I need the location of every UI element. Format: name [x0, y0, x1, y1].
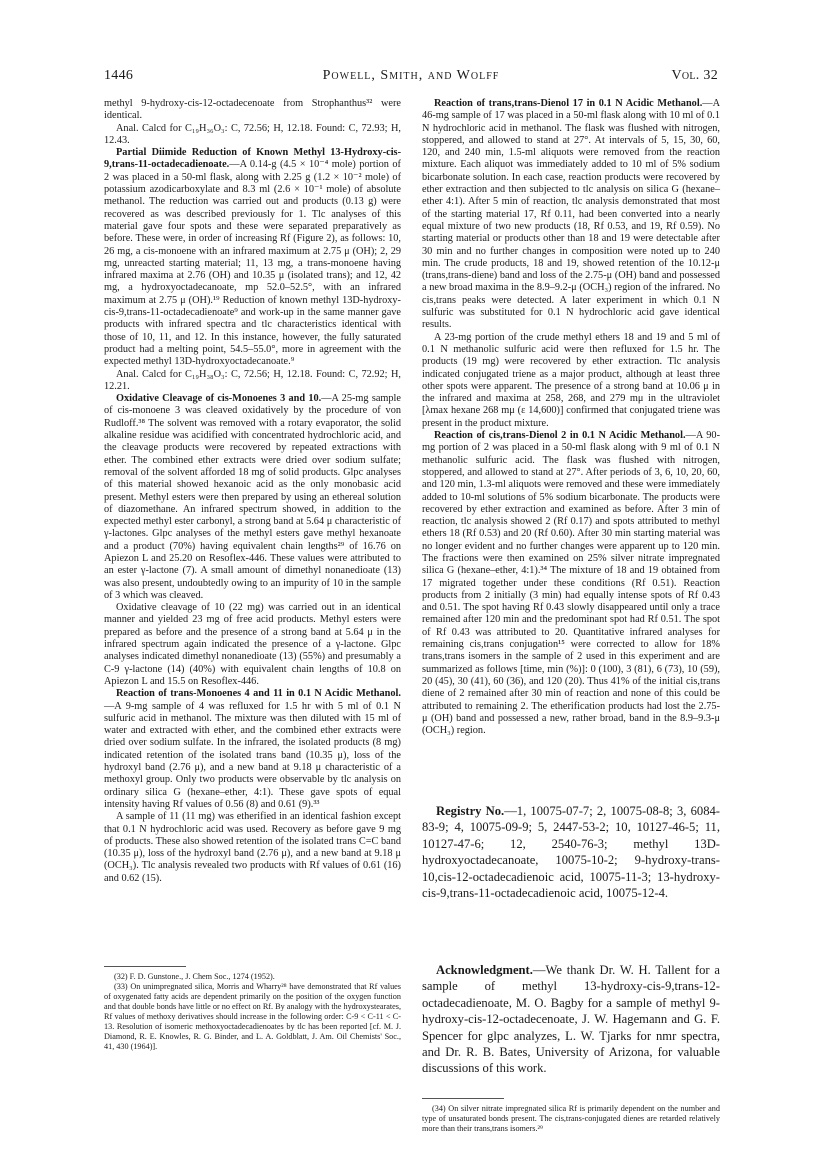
paragraph: Anal. Calcd for C₁₉H₃₈O₃: C, 72.56; H, 12.18. Found: C, 72.92; H, 12.21.	[104, 368, 401, 392]
acknowledgment	[422, 962, 720, 1077]
paragraph: Oxidative cleavage of 10 (22 mg) was carried out in an identical manner and yielded 23 mg of free acid products. Methyl esters were prepared as before and the presence of a strong band at 5.64 μ in the infrared spectrum again indicated the presence of a γ-lactone. Glpc analyses indicated dimethyl nonanedioate (13) (55%) and presumably a C-9 γ-lactone (14) (40%) with equivalent chain lengths of 10.8 on Apiezon L and 15.5 on Resoflex-446.	[104, 602, 401, 687]
paragraph: Acknowledgment.—We thank Dr. W. H. Tallent for a sample of methyl 13-hydroxy-cis-9,trans-12-octadecadienoate, M. O. Bagby for a sample of methyl 9-hydroxy-cis-12-octadecenoate, J. W. Hagemann and G. F. Spencer for glpc analyzes, L. W. Tjarks for nmr spectra, and Dr. R. B. Bates, University of Arizona, for valuable discussions of this work.	[422, 963, 720, 1076]
footnote: (32) F. D. Gunstone., J. Chem Soc., 1274 (1952).	[114, 972, 275, 981]
right-footnotes	[422, 1104, 720, 1134]
paragraph: Oxidative Cleavage of cis-Monoenes 3 and 10.—A 25-mg sample of cis-monoene 3 was cleaved oxidatively by the procedure of von Rudloff.³⁸ The solvent was removed with a rotary evaporator, the solid alkaline residue was acidified with concentrated hydrochloric acid, and the cleavage products were recovered by repeated extractions with ether. The combined ether extracts were dried over sodium sulfate; removal of the solvent afforded 18 mg of solid products. Glpc analyses of this material showed hexanoic acid as the only monobasic acid present. Methyl esters were then prepared by using an ethereal solution of diazomethane. An infrared spectrum showed, in addition to the expected methyl ester carbonyl, a strong band at 5.64 μ characteristic of γ-lactones. Glpc analyses of the methyl esters gave methyl hexanoate and a product (70%) having equivalent chain lengths²⁹ of 16.76 on Apiezon L and 25.20 on Resoflex-446. These values were attributed to an ester γ-lactone (7). A small amount of dimethyl nonanedioate (13) was also present, undoubtedly owing to an impurity of 10 in the sample of 3 which was cleaved.	[104, 393, 401, 601]
footnote: (33) On unimpregnated silica, Morris and Wharry²⁸ have demonstrated that Rf values of oxygenated fatty acids are dependent primarily on the position of the oxygen function and that double bonds have little or no effect on Rf. By analogy with the hydroxystearates, Rf values of methoxy derivatives should increase in the following order: C-9 < C-11 < C-13. Resolution of isomeric methoxyoctadecadienoates by tlc has been reported [cf. M. J. Diamond, R. E. Knowles, R. G. Binder, and L. A. Goldblatt, J. Am. Oil Chemists' Soc., 41, 430 (1964)].	[104, 982, 401, 1051]
paragraph: Anal. Calcd for C₁₉H₃₆O₃: C, 72.56; H, 12.18. Found: C, 72.93; H, 12.43.	[104, 122, 401, 146]
paragraph: A sample of 11 (11 mg) was etherified in an identical fashion except that 0.1 N hydrochloric acid was used. Recovery as before gave 9 mg of products. These also showed retention of the isolated trans C=C band (10.35 μ), loss of the hydroxyl band (2.76 μ), and a new band at 9.18 μ (OCH₃). Tlc analysis revealed two products with Rf values of 0.61 (16) and 0.62 (15).	[104, 811, 401, 884]
left-column	[104, 98, 401, 885]
paragraph: Reaction of trans,trans-Dienol 17 in 0.1 N Acidic Methanol.—A 46-mg sample of 17 was placed in a 50-ml flask along with 10 ml of 0.1 N hydrochloric acid in methanol. The flask was flushed with nitrogen, stoppered, and allowed to stand at 27°. At intervals of 5, 15, 30, 60, 120, and 240 min, 1.5-ml aliquots were removed from the reaction mixture. Each aliquot was immediately added to 10 ml of 5% sodium bicarbonate solution. In each case, reaction products were recovered by ether extraction and then subjected to tlc analysis on silica G (hexane–ether 4:1). After 5 min of reaction, tlc analysis demonstrated that most of the starting material 17, Rf 0.11, had been converted into a nearly equal mixture of two new products (18, Rf 0.53, and 19, Rf 0.59). No starting material or products other than 18 and 19 were detectable after 30 min and no further changes in composition were noted up to 240 min. The crude products, 18 and 19, showed retention of the 10.12-μ (trans,trans-diene) band and loss of the 2.75-μ (OH) band and possessed a new broad maxima in the 8.9–9.2-μ (OCH₃) region of the infrared. No cis,trans peaks were detected. A later experiment in which 0.1 N sulfuric was substituted for 0.1 N hydrochloric acid gave identical results.	[422, 98, 720, 331]
paragraph: Reaction of trans-Monoenes 4 and 11 in 0.1 N Acidic Methanol.—A 9-mg sample of 4 was refluxed for 1.5 hr with 5 ml of 0.1 N sulfuric acid in methanol. The mixture was then diluted with 15 ml of water and extracted with ether, and the combined ether extracts were dried over sodium sulfate. In the infrared, the isolated products (8 mg) indicated retention of the isolated trans band (10.35 μ), loss of the hydroxyl band (2.76 μ), and a new band at 9.18 μ characteristic of a methoxyl group. Only two products were observable by tlc analysis on ordinary silica G (hexane–ether, 4:1). These gave spots of equal intensity having Rf values of 0.56 (8) and 0.61 (9).³³	[104, 688, 401, 810]
right-column	[422, 98, 720, 737]
left-footnotes	[104, 972, 401, 1052]
paragraph: Partial Diimide Reduction of Known Methyl 13-Hydroxy-cis-9,trans-11-octadecadienoate.—A 0.14-g (4.5 × 10⁻⁴ mole) portion of 2 was placed in a 50-ml flask, along with 2.25 g (1.2 × 10⁻² mole) of potassium azodicarboxylate and 8.3 ml (2.6 × 10⁻¹ mole) of absolute methanol. The reduction was carried out and products (0.13 g) were recovered as was described previously for 1. Tlc analyses of this material gave four spots and these were separated preparatively as before. These were, in order of increasing Rf (Figure 2), as follows: 10, 26 mg, a cis-monoene with an infrared maximum at 2.75 μ (OH); 2, 29 mg, unreacted starting material; 11, 13 mg, a trans-monoene having infrared maxima at 2.76 (OH) and 10.35 μ (isolated trans); and 12, 42 mg, a hydroxyoctadecanoate, mp 52.0–52.5°, with an infrared maximum at 2.75 μ (OH).¹⁹ Reduction of known methyl 13D-hydroxy-cis-9,trans-11-octadecadienoate⁹ and work-up in the same manner gave products with infrared spectra and tlc characteristics identical with those of 10, 11, and 12. In this instance, however, the fully saturated product had a melting point, 54.5–55.0°, more in agreement with the expected methyl 13D-hydroxyoctadecanoate.⁹	[104, 147, 401, 368]
volume-label: Vol. 32	[671, 68, 718, 83]
footnote: (34) On silver nitrate impregnated silica Rf is primarily dependent on the number and type of unsaturated bonds present. The cis,trans-conjugated dienes are retarded relatively more than their trans,trans isomers.²⁹	[422, 1104, 720, 1133]
running-header	[104, 68, 718, 90]
paragraph: Registry No.—1, 10075-07-7; 2, 10075-08-8; 3, 6084-83-9; 4, 10075-09-9; 5, 2447-53-2; 10, 10127-46-5; 11, 10127-47-6; 12, 2540-76-3; methyl 13D-hydroxyoctadecanoate, 10075-10-2; 9-hydroxy-trans-10,cis-12-octadecadienoic acid, 10075-11-3; 13-hydroxy-cis-9,trans-11-octadecadienoic acid, 10075-12-4.	[422, 804, 721, 901]
paragraph: Reaction of cis,trans-Dienol 2 in 0.1 N Acidic Methanol.—A 90-mg portion of 2 was placed in a 50-ml flask along with 9 ml of 0.1 N methanolic sulfuric acid. The flask was flushed with nitrogen, stoppered, and allowed to stand at 27°. After periods of 3, 6, 10, 20, 60, and 120 min, 1.3-ml aliquots were removed and these were immediately added to 10-ml solutions of 5% sodium bicarbonate. The products were recovered by ether extraction and examined as before. After 3 min of reaction, tlc analysis showed 2 (Rf 0.17) and spots attributed to methyl ethers 18 (Rf 0.53) and 20 (Rf 0.60). After 30 min starting material was no longer evident and no further changes were apparent up to 120 min. The fractions were then examined on 25% silver nitrate impregnated silica G (hexane–ether, 4:1).³⁴ The mixture of 18 and 19 obtained from 17 migrated together under these conditions (Rf 0.51). Reaction products from 2 initially (3 min) had equally intense spots of Rf 0.43 and 0.51. The spot having Rf 0.43 slowly disappeared until only a trace remained after 120 min and the predominant spot had Rf 0.51. The spot of Rf 0.43 was attributed to 20. Quantitative infrared analyses for remaining cis,trans conjugation¹⁵ were corrected to allow for 18% trans,trans isomers in the sample of 2 used in this experiment and are summarized as follows [time, min (%)]: 0 (100), 3 (81), 6 (73), 10 (59), 20 (45), 30 (41), 60 (36), and 120 (20). Thus 41% of the initial cis,trans diene of 2 remained after 30 min of reaction and none of this could be attributed to remaining 2. The etherification products had lost the 2.75-μ (OH) band and possessed a new, rather broad, band in the 8.9–9.3-μ (OCH₃) region.	[422, 430, 720, 737]
footnote-divider	[422, 1098, 504, 1099]
page-number: 1446	[104, 68, 134, 83]
running-authors: Powell, Smith, and Wolff	[322, 68, 500, 83]
paragraph: A 23-mg portion of the crude methyl ethers 18 and 19 and 5 ml of 0.1 N methanolic sulfuric acid were then refluxed for 1.5 hr. The products (19 mg) were recovered by ether extraction. Tlc analysis indicated conjugated triene as a major product, although at least three other spots were apparent. The presence of a strong band at 10.06 μ in the infrared and maxima at 258, 268, and 279 mμ in the ultraviolet [λmax hexane 268 mμ (ε 14,600)] confirmed that conjugated triene was present in the product mixture.	[422, 331, 720, 429]
footnote-divider	[104, 966, 186, 967]
registry-numbers	[422, 803, 720, 901]
paragraph: methyl 9-hydroxy-cis-12-octadecenoate from Strophanthus³² were identical.	[104, 98, 401, 122]
